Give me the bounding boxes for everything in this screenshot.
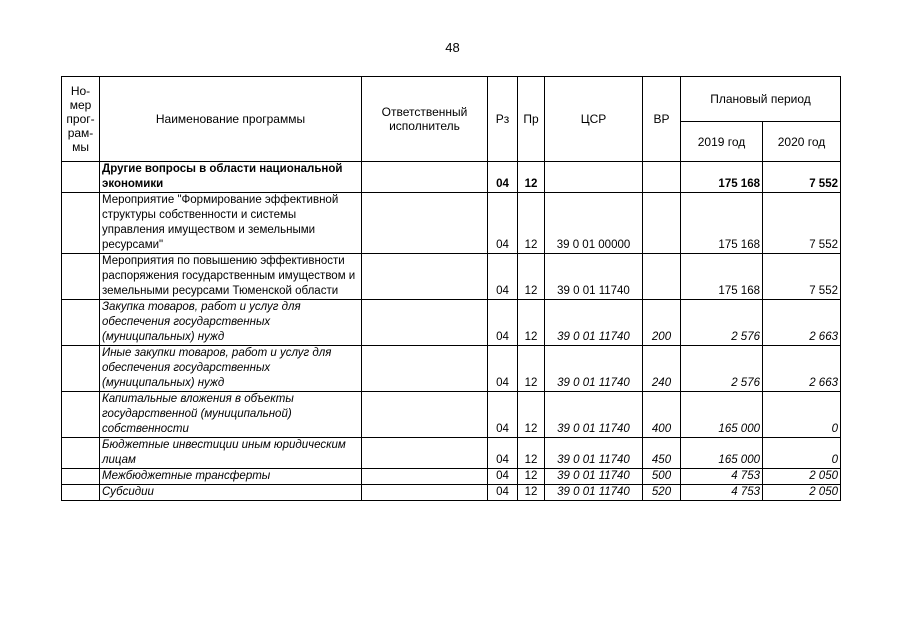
cell-vr: [643, 254, 681, 300]
header-pr: Пр: [518, 77, 545, 162]
table-row: [62, 254, 841, 300]
cell-program-name: Субсидии: [100, 485, 362, 501]
cell-value-2019: 2 576: [681, 346, 763, 392]
cell-program-number: [62, 254, 100, 300]
cell-program-name: Иные закупки товаров, работ и услуг для обеспечения государственных (муниципальных) нужд: [100, 346, 362, 392]
cell-csr: 39 0 01 11740: [545, 392, 643, 438]
cell-program-name: Закупка товаров, работ и услуг для обеспечения государственных (муниципальных) нужд: [100, 300, 362, 346]
cell-pr: 12: [518, 254, 545, 300]
cell-vr: [643, 193, 681, 254]
table-row: [62, 392, 841, 438]
cell-value-2020: 7 552: [763, 193, 841, 254]
cell-value-2019: 4 753: [681, 485, 763, 501]
cell-program-number: [62, 346, 100, 392]
cell-value-2020: 2 050: [763, 485, 841, 501]
cell-program-number: [62, 193, 100, 254]
table-row: [62, 438, 841, 469]
header-program-number-text: Но- мер прог- рам- мы: [66, 84, 95, 154]
cell-program-name: Мероприятия по повышению эффективности распоряжения государственным имуществом и земельными ресурсами Тюменской области: [100, 254, 362, 300]
cell-value-2019: 175 168: [681, 162, 763, 193]
cell-pr: 12: [518, 438, 545, 469]
cell-value-2019: 165 000: [681, 392, 763, 438]
cell-csr: 39 0 01 11740: [545, 485, 643, 501]
cell-rz: 04: [488, 162, 518, 193]
cell-value-2019: 175 168: [681, 193, 763, 254]
header-year-2020: 2020 год: [763, 122, 841, 162]
table-row: [62, 469, 841, 485]
cell-csr: 39 0 01 11740: [545, 300, 643, 346]
cell-csr: 39 0 01 11740: [545, 254, 643, 300]
cell-rz: 04: [488, 300, 518, 346]
cell-executor: [362, 193, 488, 254]
cell-vr: 520: [643, 485, 681, 501]
cell-csr: 39 0 01 11740: [545, 469, 643, 485]
cell-program-name: Мероприятие "Формирование эффективной структуры собственности и системы управления имуществом и земельными ресурсами": [100, 193, 362, 254]
cell-value-2020: 2 663: [763, 346, 841, 392]
cell-rz: 04: [488, 469, 518, 485]
cell-pr: 12: [518, 162, 545, 193]
cell-program-number: [62, 438, 100, 469]
cell-program-number: [62, 300, 100, 346]
cell-executor: [362, 300, 488, 346]
cell-program-number: [62, 469, 100, 485]
cell-rz: 04: [488, 392, 518, 438]
cell-program-number: [62, 485, 100, 501]
header-vr: ВР: [643, 77, 681, 162]
cell-pr: 12: [518, 193, 545, 254]
cell-vr: 450: [643, 438, 681, 469]
cell-rz: 04: [488, 438, 518, 469]
header-csr: ЦСР: [545, 77, 643, 162]
cell-csr: 39 0 01 11740: [545, 346, 643, 392]
budget-table: [61, 76, 841, 501]
table-row: [62, 162, 841, 193]
cell-program-name: Капитальные вложения в объекты государственной (муниципальной) собственности: [100, 392, 362, 438]
cell-csr: 39 0 01 00000: [545, 193, 643, 254]
cell-vr: 200: [643, 300, 681, 346]
cell-program-number: [62, 392, 100, 438]
cell-vr: 240: [643, 346, 681, 392]
cell-vr: 500: [643, 469, 681, 485]
cell-value-2020: 0: [763, 392, 841, 438]
cell-csr: 39 0 01 11740: [545, 438, 643, 469]
header-rz: Рз: [488, 77, 518, 162]
header-year-2019: 2019 год: [681, 122, 763, 162]
cell-value-2019: 175 168: [681, 254, 763, 300]
cell-value-2020: 7 552: [763, 254, 841, 300]
cell-pr: 12: [518, 300, 545, 346]
header-program-number: [62, 77, 100, 162]
cell-value-2019: 2 576: [681, 300, 763, 346]
cell-pr: 12: [518, 485, 545, 501]
cell-pr: 12: [518, 392, 545, 438]
table-row: [62, 193, 841, 254]
cell-executor: [362, 469, 488, 485]
cell-executor: [362, 162, 488, 193]
cell-rz: 04: [488, 346, 518, 392]
header-program-name: Наименование программы: [100, 77, 362, 162]
cell-rz: 04: [488, 485, 518, 501]
cell-program-name: Другие вопросы в области национальной экономики: [100, 162, 362, 193]
cell-pr: 12: [518, 469, 545, 485]
table-row: [62, 300, 841, 346]
cell-program-number: [62, 162, 100, 193]
header-plan-period: Плановый период: [681, 77, 841, 122]
cell-executor: [362, 346, 488, 392]
cell-executor: [362, 392, 488, 438]
cell-value-2019: 4 753: [681, 469, 763, 485]
cell-value-2020: 0: [763, 438, 841, 469]
cell-executor: [362, 254, 488, 300]
cell-executor: [362, 485, 488, 501]
header-executor: Ответственный исполнитель: [362, 77, 488, 162]
cell-executor: [362, 438, 488, 469]
cell-rz: 04: [488, 193, 518, 254]
table-row: [62, 346, 841, 392]
cell-value-2020: 7 552: [763, 162, 841, 193]
cell-vr: 400: [643, 392, 681, 438]
cell-csr: [545, 162, 643, 193]
cell-program-name: Межбюджетные трансферты: [100, 469, 362, 485]
page-number: 48: [445, 40, 460, 55]
cell-value-2019: 165 000: [681, 438, 763, 469]
cell-rz: 04: [488, 254, 518, 300]
cell-pr: 12: [518, 346, 545, 392]
cell-vr: [643, 162, 681, 193]
cell-program-name: Бюджетные инвестиции иным юридическим лицам: [100, 438, 362, 469]
table-row: [62, 485, 841, 501]
cell-value-2020: 2 050: [763, 469, 841, 485]
cell-value-2020: 2 663: [763, 300, 841, 346]
